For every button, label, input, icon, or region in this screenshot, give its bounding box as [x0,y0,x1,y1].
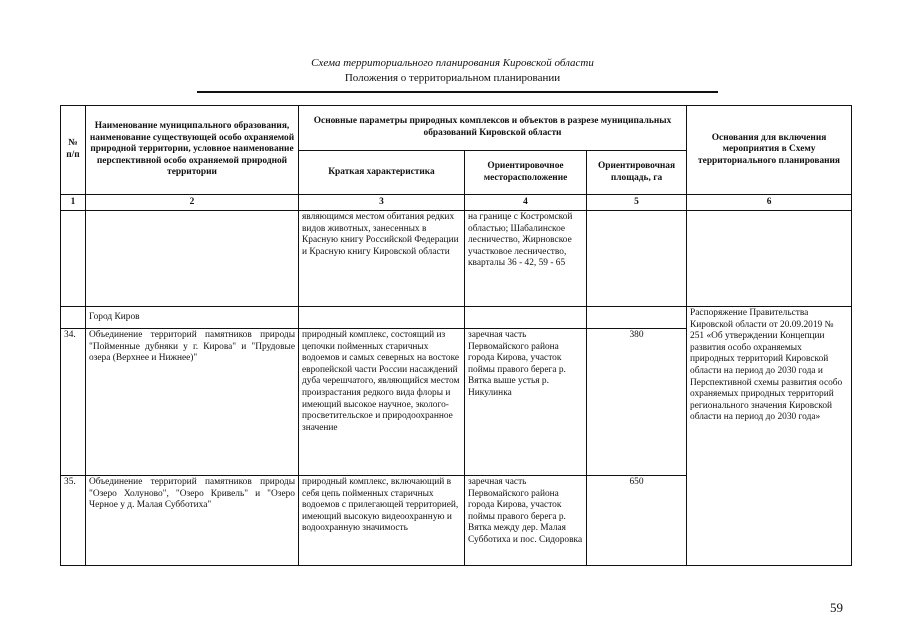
header-area: Ориентировочная площадь, га [587,151,687,195]
row-loc: заречная часть Первомайского района города Кирова, участок поймы правого берега р. Вятка выше устья р. Никулинка [465,329,587,476]
col-number: 6 [687,195,852,211]
section-label: Город Киров [86,307,299,329]
col-number: 5 [587,195,687,211]
row-desc: природный комплекс, включающий в себя цепь пойменных старичных водоемов с прилегающей территорией, имеющий высокую видеоохранную и водоохранную значимость [299,476,465,566]
row-area: 650 [587,476,687,566]
col-number: 3 [299,195,465,211]
continuation-desc: являющимся местом обитания редких видов животных, занесенных в Красную книгу Российской Федерации и Красную книгу Кировской области [299,211,465,307]
row-area: 380 [587,329,687,476]
continuation-loc: на границе с Костромской областью; Шабалинское лесничество, Жирновское участковое лесничество, кварталы 36 - 42, 59 - 65 [465,211,587,307]
header-params-group: Основные параметры природных комплексов и объектов в разрезе муниципальных образований Кировской области [299,106,687,151]
row-num: 35. [61,476,86,566]
planning-table [60,105,852,566]
section-row [61,307,852,329]
row-name: Объединение территорий памятников природы "Озеро Холуново", "Озеро Кривель" и "Озеро Черное у д. Малая Субботиха" [86,476,299,566]
document-subtitle: Положения о территориальном планировании [344,72,561,84]
row-desc: природный комплекс, состоящий из цепочки пойменных старичных водоемов и самых северных на востоке европейской части России насаждений дуба черешчатого, являющийся местом произрастания редкого вида флоры и имеющий высокое научное, эколого-просветительское и природоохранное значение [299,329,465,476]
basis-text: Распоряжение Правительства Кировской области от 20.09.2019 № 251 «Об утверждении Концепции развития особо охраняемых природных территорий Кировской области на период до 2030 года и Перспективной схемы развития особо охраняемых природных территорий регионального значения Кировской области на период до 2030 года» [687,307,852,566]
row-name: Объединение территорий памятников природы "Пойменные дубняки у г. Кирова" и "Прудовые озера (Верхнее и Нижнее)" [86,329,299,476]
col-number: 1 [61,195,86,211]
header-basis: Основания для включения мероприятия в Схему территориального планирования [687,106,852,195]
header-num: № п/п [61,106,86,195]
header-desc: Краткая характеристика [299,151,465,195]
header-loc: Ориентировочное месторасположение [465,151,587,195]
header-rule [197,91,718,93]
row-loc: заречная часть Первомайского района города Кирова, участок поймы правого берега р. Вятка между дер. Малая Субботиха и пос. Сидоровка [465,476,587,566]
col-number: 2 [86,195,299,211]
document-title: Схема территориального планирования Кировской области [311,57,594,69]
row-num: 34. [61,329,86,476]
header-name: Наименование муниципального образования, наименование существующей особо охраняемой природной территории, условное наименование перспективной особо охраняемой природной территории [86,106,299,195]
continuation-row [61,211,852,307]
page-number: 59 [830,600,843,615]
col-number: 4 [465,195,587,211]
